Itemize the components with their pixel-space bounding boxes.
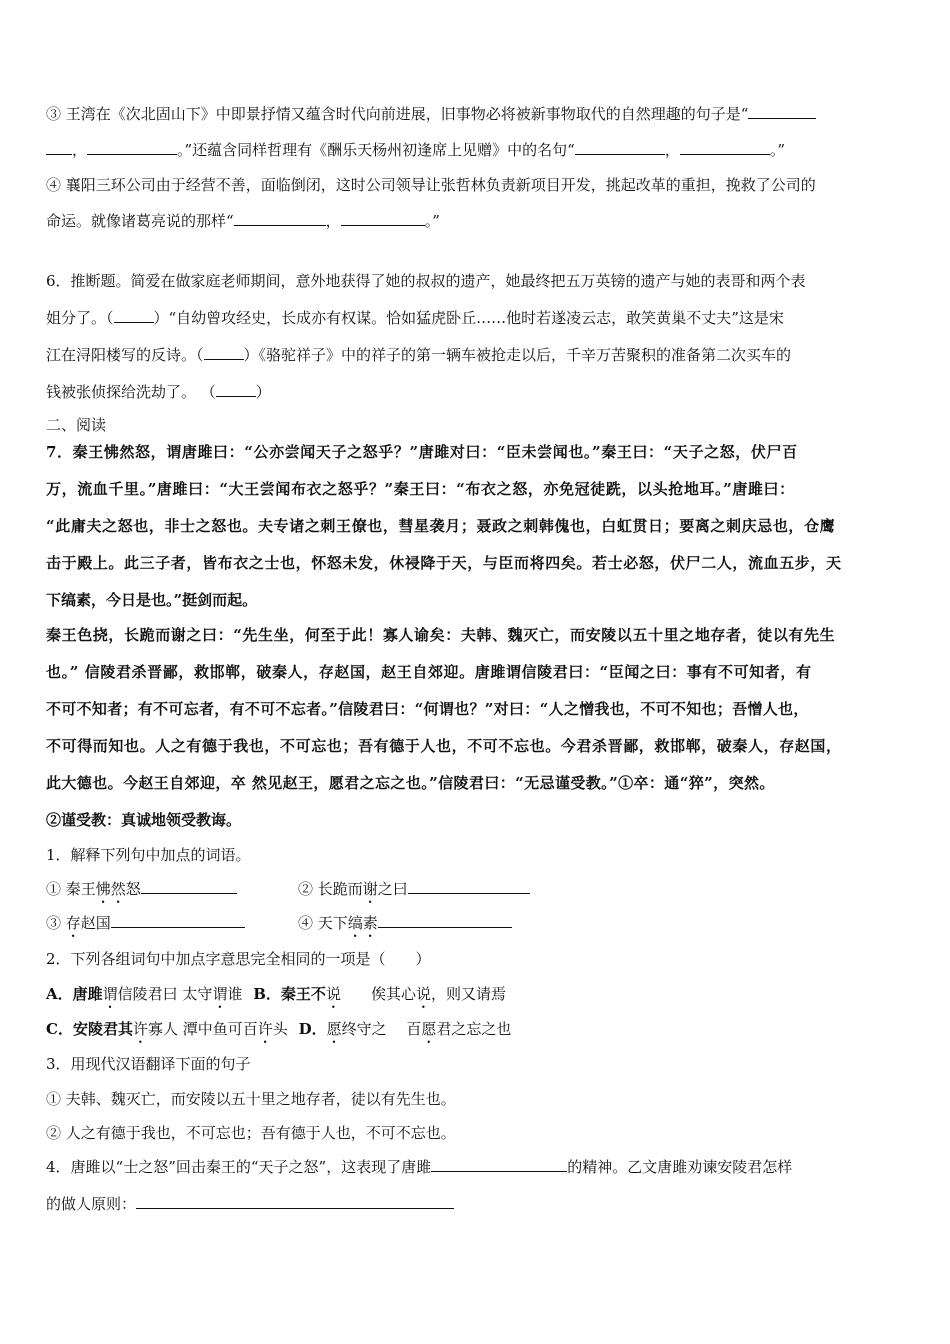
passage-line: 下缟素，今日是也。”挺剑而起。	[46, 591, 258, 609]
q6-line2: 姐分了。（ ）“自幼曾攻经史，长成亦有权谋。恰如猛虎卧丘……他时若遂凌云志，敢笑黄巢不丈夫”这是宋	[46, 309, 784, 327]
answer-blank[interactable]	[111, 913, 245, 928]
q6-line4: 钱被张侦探给洗劫了。 （ ）	[46, 383, 271, 401]
q5-item3-line2: ， 。”还蕴含同样哲理有《酬乐天杨州初逢席上见赠》中的名句“ ， 。”	[46, 140, 910, 160]
passage-line: “此庸夫之怒也，非士之怒也。夫专诸之刺王僚也，彗星袭月；聂政之刺韩傀也，白虹贯日；要离之刺庆忌也，仓鹰	[46, 517, 836, 535]
blank[interactable]	[87, 140, 177, 155]
passage-line: 此大德也。今赵王自郊迎，卒 然见赵王，愿君之忘之也。”信陵君曰：“无忌谨受教。”①卒：通“猝”，突然。	[46, 774, 775, 792]
answer-blank[interactable]	[408, 879, 530, 894]
q6-line3: 江在浔阳楼写的反诗。（ ）《骆驼祥子》中的祥子的第一辆车被抢走以后，千辛万苦聚积的准备第二次买车的	[46, 346, 792, 364]
blank[interactable]	[341, 211, 425, 226]
answer-blank[interactable]	[216, 382, 256, 397]
q5-item4-line2: 命运。就像诸葛亮说的那样“ ， 。”	[46, 212, 440, 230]
sub2-row1: A．唐雎谓信陵君曰 太守谓谁 B．秦王不说 俟其心说，则又请焉	[46, 985, 506, 1003]
blank[interactable]	[234, 211, 326, 226]
blank[interactable]	[680, 140, 770, 155]
sub1-title: 1．解释下列句中加点的词语。	[46, 846, 251, 864]
answer-blank[interactable]	[141, 879, 237, 894]
q5-item4-line1: ④ 襄阳三环公司由于经营不善，面临倒闭，这时公司领导让张哲林负责新项目开发，挑起改革的重担，挽救了公司的	[46, 176, 816, 194]
section-heading: 二、阅读	[46, 416, 107, 434]
sub1-row1: ① 秦王怫然怒 ② 长跪而谢之曰	[46, 879, 910, 907]
blank[interactable]	[46, 140, 72, 155]
passage-line: 7．秦王怫然怒，谓唐雎曰：“公亦尝闻天子之怒乎？”唐雎对曰：“臣未尝闻也。”秦王曰：“天子之怒，伏尸百	[46, 443, 798, 461]
sub4-line1: 4．唐雎以“士之怒”回击秦王的“天子之怒”，这表现了唐雎 的精神。乙文唐雎劝谏安陵君怎样	[46, 1158, 793, 1176]
answer-blank[interactable]	[136, 1194, 454, 1209]
sub1-row2: ③ 存赵国 ④ 天下缟素	[46, 913, 910, 941]
passage-line: 秦王色挠，长跪而谢之曰：“先生坐，何至于此！寡人谕矣：夫韩、魏灭亡，而安陵以五十里之地存者，徒以有先生	[46, 626, 836, 644]
passage-line: 也。” 信陵君杀晋鄙，救邯郸，破秦人，存赵国，赵王自郊迎。唐雎谓信陵君曰：“臣闻之曰：事有不可知者，有	[46, 663, 812, 681]
passage-line: ②谨受教：真诚地领受教诲。	[46, 811, 242, 829]
answer-blank[interactable]	[114, 308, 154, 323]
answer-blank[interactable]	[431, 1157, 567, 1172]
blank[interactable]	[748, 104, 816, 119]
sub3-sentence-1: ① 夫韩、魏灭亡，而安陵以五十里之地存者，徒以有先生也。	[46, 1090, 456, 1108]
blank[interactable]	[575, 140, 665, 155]
answer-blank[interactable]	[378, 913, 512, 928]
q6-line1: 6．推断题。简爱在做家庭老师期间，意外地获得了她的叔叔的遗产，她最终把五万英镑的遗产与她的表哥和两个表	[46, 272, 806, 290]
q5-item3-line1: ③ 王湾在《次北固山下》中即景抒情又蕴含时代向前进展，旧事物必将被新事物取代的自然理趣的句子是“	[46, 104, 910, 124]
sub4-line2: 的做人原则：	[46, 1194, 910, 1214]
passage-line: 万，流血千里。”唐雎曰：“大王尝闻布衣之怒乎？”秦王曰：“布衣之怒，亦免冠徒跣，以头抢地耳。”唐雎曰：	[46, 480, 795, 498]
passage-line: 不可不知者；有不可忘者，有不可不忘者。”信陵君曰：“何谓也？”对曰：“人之憎我也，不可不知也；吾憎人也，	[46, 700, 809, 718]
answer-blank[interactable]	[204, 345, 244, 360]
sub3-title: 3．用现代汉语翻译下面的句子	[46, 1055, 251, 1073]
passage-line: 击于殿上。此三子者，皆布衣之士也，怀怒未发，休祲降于天，与臣而将四矣。若士必怒，伏尸二人，流血五步，天	[46, 554, 842, 572]
sub2-row2: C．安陵君其许寡人 潭中鱼可百许头 D．愿终守之 百愿君之忘之也	[46, 1020, 512, 1038]
sub3-sentence-2: ② 人之有德于我也，不可忘也；吾有德于人也，不可不忘也。	[46, 1124, 456, 1142]
passage-line: 不可得而知也。人之有德于我也，不可忘也；吾有德于人也，不可不忘也。今君杀晋鄙，救邯郸，破秦人，存赵国，	[46, 737, 842, 755]
sub2-title: 2．下列各组词句中加点字意思完全相同的一项是（ ）	[46, 950, 431, 968]
